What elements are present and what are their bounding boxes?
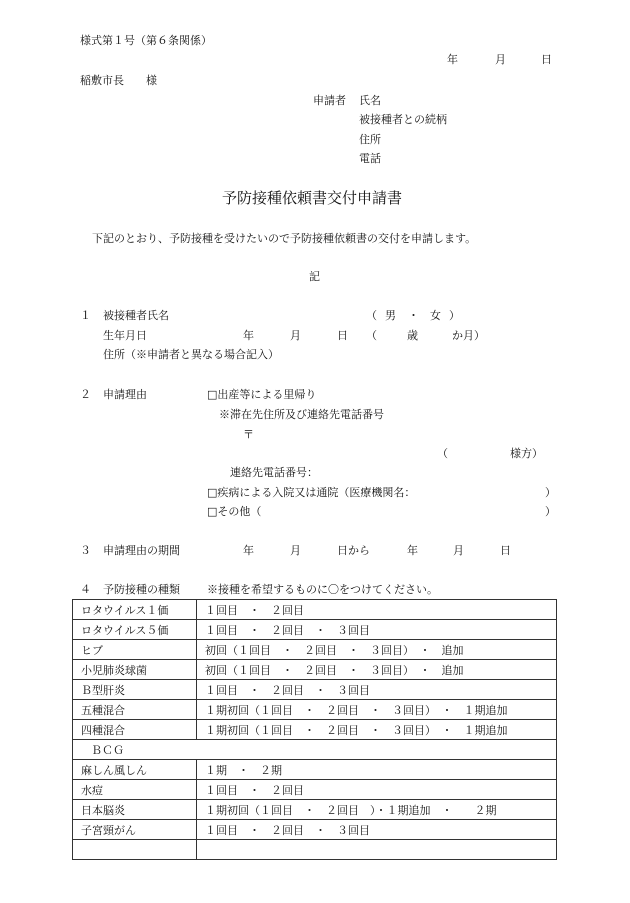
vaccine-row[interactable] xyxy=(73,820,557,840)
period-start-month: 月 xyxy=(290,544,301,557)
vaccine-row[interactable] xyxy=(73,800,557,820)
section1-number: １ xyxy=(80,309,91,322)
vaccine-doses[interactable] xyxy=(197,840,557,860)
vaccine-name: 四種混合 xyxy=(73,720,197,740)
stay-address-note: ※滞在先住所及び連絡先電話番号 xyxy=(219,408,384,421)
vaccine-doses[interactable]: 初回（１回目 ・ ２回目 ・ ３回目） ・ 追加 xyxy=(197,660,557,680)
vaccine-name: ロタウイルス１価 xyxy=(73,600,197,620)
section3-number: ３ xyxy=(80,544,91,557)
vaccine-row[interactable] xyxy=(73,620,557,640)
addressee: 稲敷市長 様 xyxy=(80,74,157,87)
age-years: 歳 xyxy=(407,329,418,342)
vaccine-name: ロタウイルス５価 xyxy=(73,620,197,640)
vaccine-row[interactable] xyxy=(73,720,557,740)
period-start-year: 年 xyxy=(243,544,254,557)
gender-female[interactable]: 女 xyxy=(430,309,441,322)
vaccine-doses[interactable]: １回目 ・ ２回目 ・ ３回目 xyxy=(197,620,557,640)
gender-close: ） xyxy=(449,309,460,322)
dob-day: 日 xyxy=(337,329,348,342)
vaccine-doses[interactable]: １期初回（１回目 ・ ２回目 ）・１期追加 ・ ２期 xyxy=(197,800,557,820)
dob-year: 年 xyxy=(243,329,254,342)
reason-other-checkbox[interactable]: □その他（ xyxy=(207,505,262,518)
applicant-name-label: 氏名 xyxy=(359,94,381,107)
section1-label: 被接種者氏名 xyxy=(103,309,169,322)
period-end-year: 年 xyxy=(407,544,418,557)
applicant-phone-label: 電話 xyxy=(359,152,381,165)
vaccine-row[interactable] xyxy=(73,600,557,620)
gender-separator: ・ xyxy=(408,309,419,322)
vaccine-name: 五種混合 xyxy=(73,700,197,720)
reason-illness-close: ） xyxy=(545,486,556,499)
section2-number: ２ xyxy=(80,388,91,401)
section4-note: ※接種を希望するものに〇をつけてください。 xyxy=(207,583,438,596)
gender-open: （ xyxy=(366,309,377,322)
reason-illness-checkbox[interactable]: □疾病による入院又は通院（医療機関名： xyxy=(207,486,416,499)
vaccine-doses[interactable]: １回目 ・ ２回目 xyxy=(197,780,557,800)
vaccine-name: 日本脳炎 xyxy=(73,800,197,820)
vaccine-row[interactable] xyxy=(73,660,557,680)
period-end-month: 月 xyxy=(453,544,464,557)
gender-male[interactable]: 男 xyxy=(385,309,396,322)
vaccine-name: 麻しん風しん xyxy=(73,760,197,780)
vaccine-row[interactable] xyxy=(73,700,557,720)
vaccine-row[interactable] xyxy=(73,780,557,800)
care-of-close: 様方） xyxy=(510,447,543,460)
vaccine-row[interactable] xyxy=(73,740,557,760)
section1-address-label: 住所（※申請者と異なる場合記入） xyxy=(103,348,279,361)
vaccine-row-blank[interactable] xyxy=(73,840,557,860)
intro-text: 下記のとおり、予防接種を受けたいので予防接種依頼書の交付を申請します。 xyxy=(92,232,477,245)
vaccine-name[interactable] xyxy=(73,840,197,860)
form-number: 様式第１号（第６条関係） xyxy=(80,34,212,47)
applicant-address-label: 住所 xyxy=(359,133,381,146)
page-title: 予防接種依頼書交付申請書 xyxy=(222,189,403,207)
section3-label: 申請理由の期間 xyxy=(103,544,180,557)
vaccine-row[interactable] xyxy=(73,680,557,700)
period-end-day: 日 xyxy=(500,544,511,557)
vaccine-doses[interactable]: １回目 ・ ２回目 xyxy=(197,600,557,620)
age-months: か月） xyxy=(452,329,485,342)
vaccine-name[interactable]: ＢＣＧ xyxy=(73,740,557,760)
reason-homecoming-checkbox[interactable]: □出産等による里帰り xyxy=(207,388,317,401)
period-start-day: 日から xyxy=(337,544,370,557)
date-year-label: 年 xyxy=(447,53,458,66)
care-of-open: （ xyxy=(437,447,448,460)
section4-label: 予防接種の種類 xyxy=(103,583,180,596)
vaccine-name: ヒブ xyxy=(73,640,197,660)
date-day-label: 日 xyxy=(541,53,552,66)
contact-phone-label: 連絡先電話番号： xyxy=(230,466,318,479)
vaccine-name: 子宮頸がん xyxy=(73,820,197,840)
vaccine-row[interactable] xyxy=(73,640,557,660)
vaccine-row[interactable] xyxy=(73,760,557,780)
vaccine-doses[interactable]: １期初回（１回目 ・ ２回目 ・ ３回目） ・ １期追加 xyxy=(197,720,557,740)
vaccine-doses[interactable]: １回目 ・ ２回目 ・ ３回目 xyxy=(197,680,557,700)
section4-number: ４ xyxy=(80,583,91,596)
ki-label: 記 xyxy=(309,270,320,283)
vaccine-doses[interactable]: １期 ・ ２期 xyxy=(197,760,557,780)
applicant-relation-label: 被接種者との続柄 xyxy=(359,113,447,126)
vaccine-name: 小児肺炎球菌 xyxy=(73,660,197,680)
vaccine-doses[interactable]: 初回（１回目 ・ ２回目 ・ ３回目） ・ 追加 xyxy=(197,640,557,660)
vaccine-doses[interactable]: １回目 ・ ２回目 ・ ３回目 xyxy=(197,820,557,840)
vaccine-doses[interactable]: １期初回（１回目 ・ ２回目 ・ ３回目） ・ １期追加 xyxy=(197,700,557,720)
section2-label: 申請理由 xyxy=(103,388,147,401)
postal-mark: 〒 xyxy=(243,428,254,441)
vaccine-name: 水痘 xyxy=(73,780,197,800)
dob-month: 月 xyxy=(290,329,301,342)
age-open: （ xyxy=(366,329,377,342)
vaccine-table xyxy=(72,599,557,860)
reason-other-close: ） xyxy=(545,505,556,518)
date-month-label: 月 xyxy=(495,53,506,66)
vaccine-name: Ｂ型肝炎 xyxy=(73,680,197,700)
dob-label: 生年月日 xyxy=(103,329,147,342)
applicant-label: 申請者 xyxy=(313,94,346,107)
